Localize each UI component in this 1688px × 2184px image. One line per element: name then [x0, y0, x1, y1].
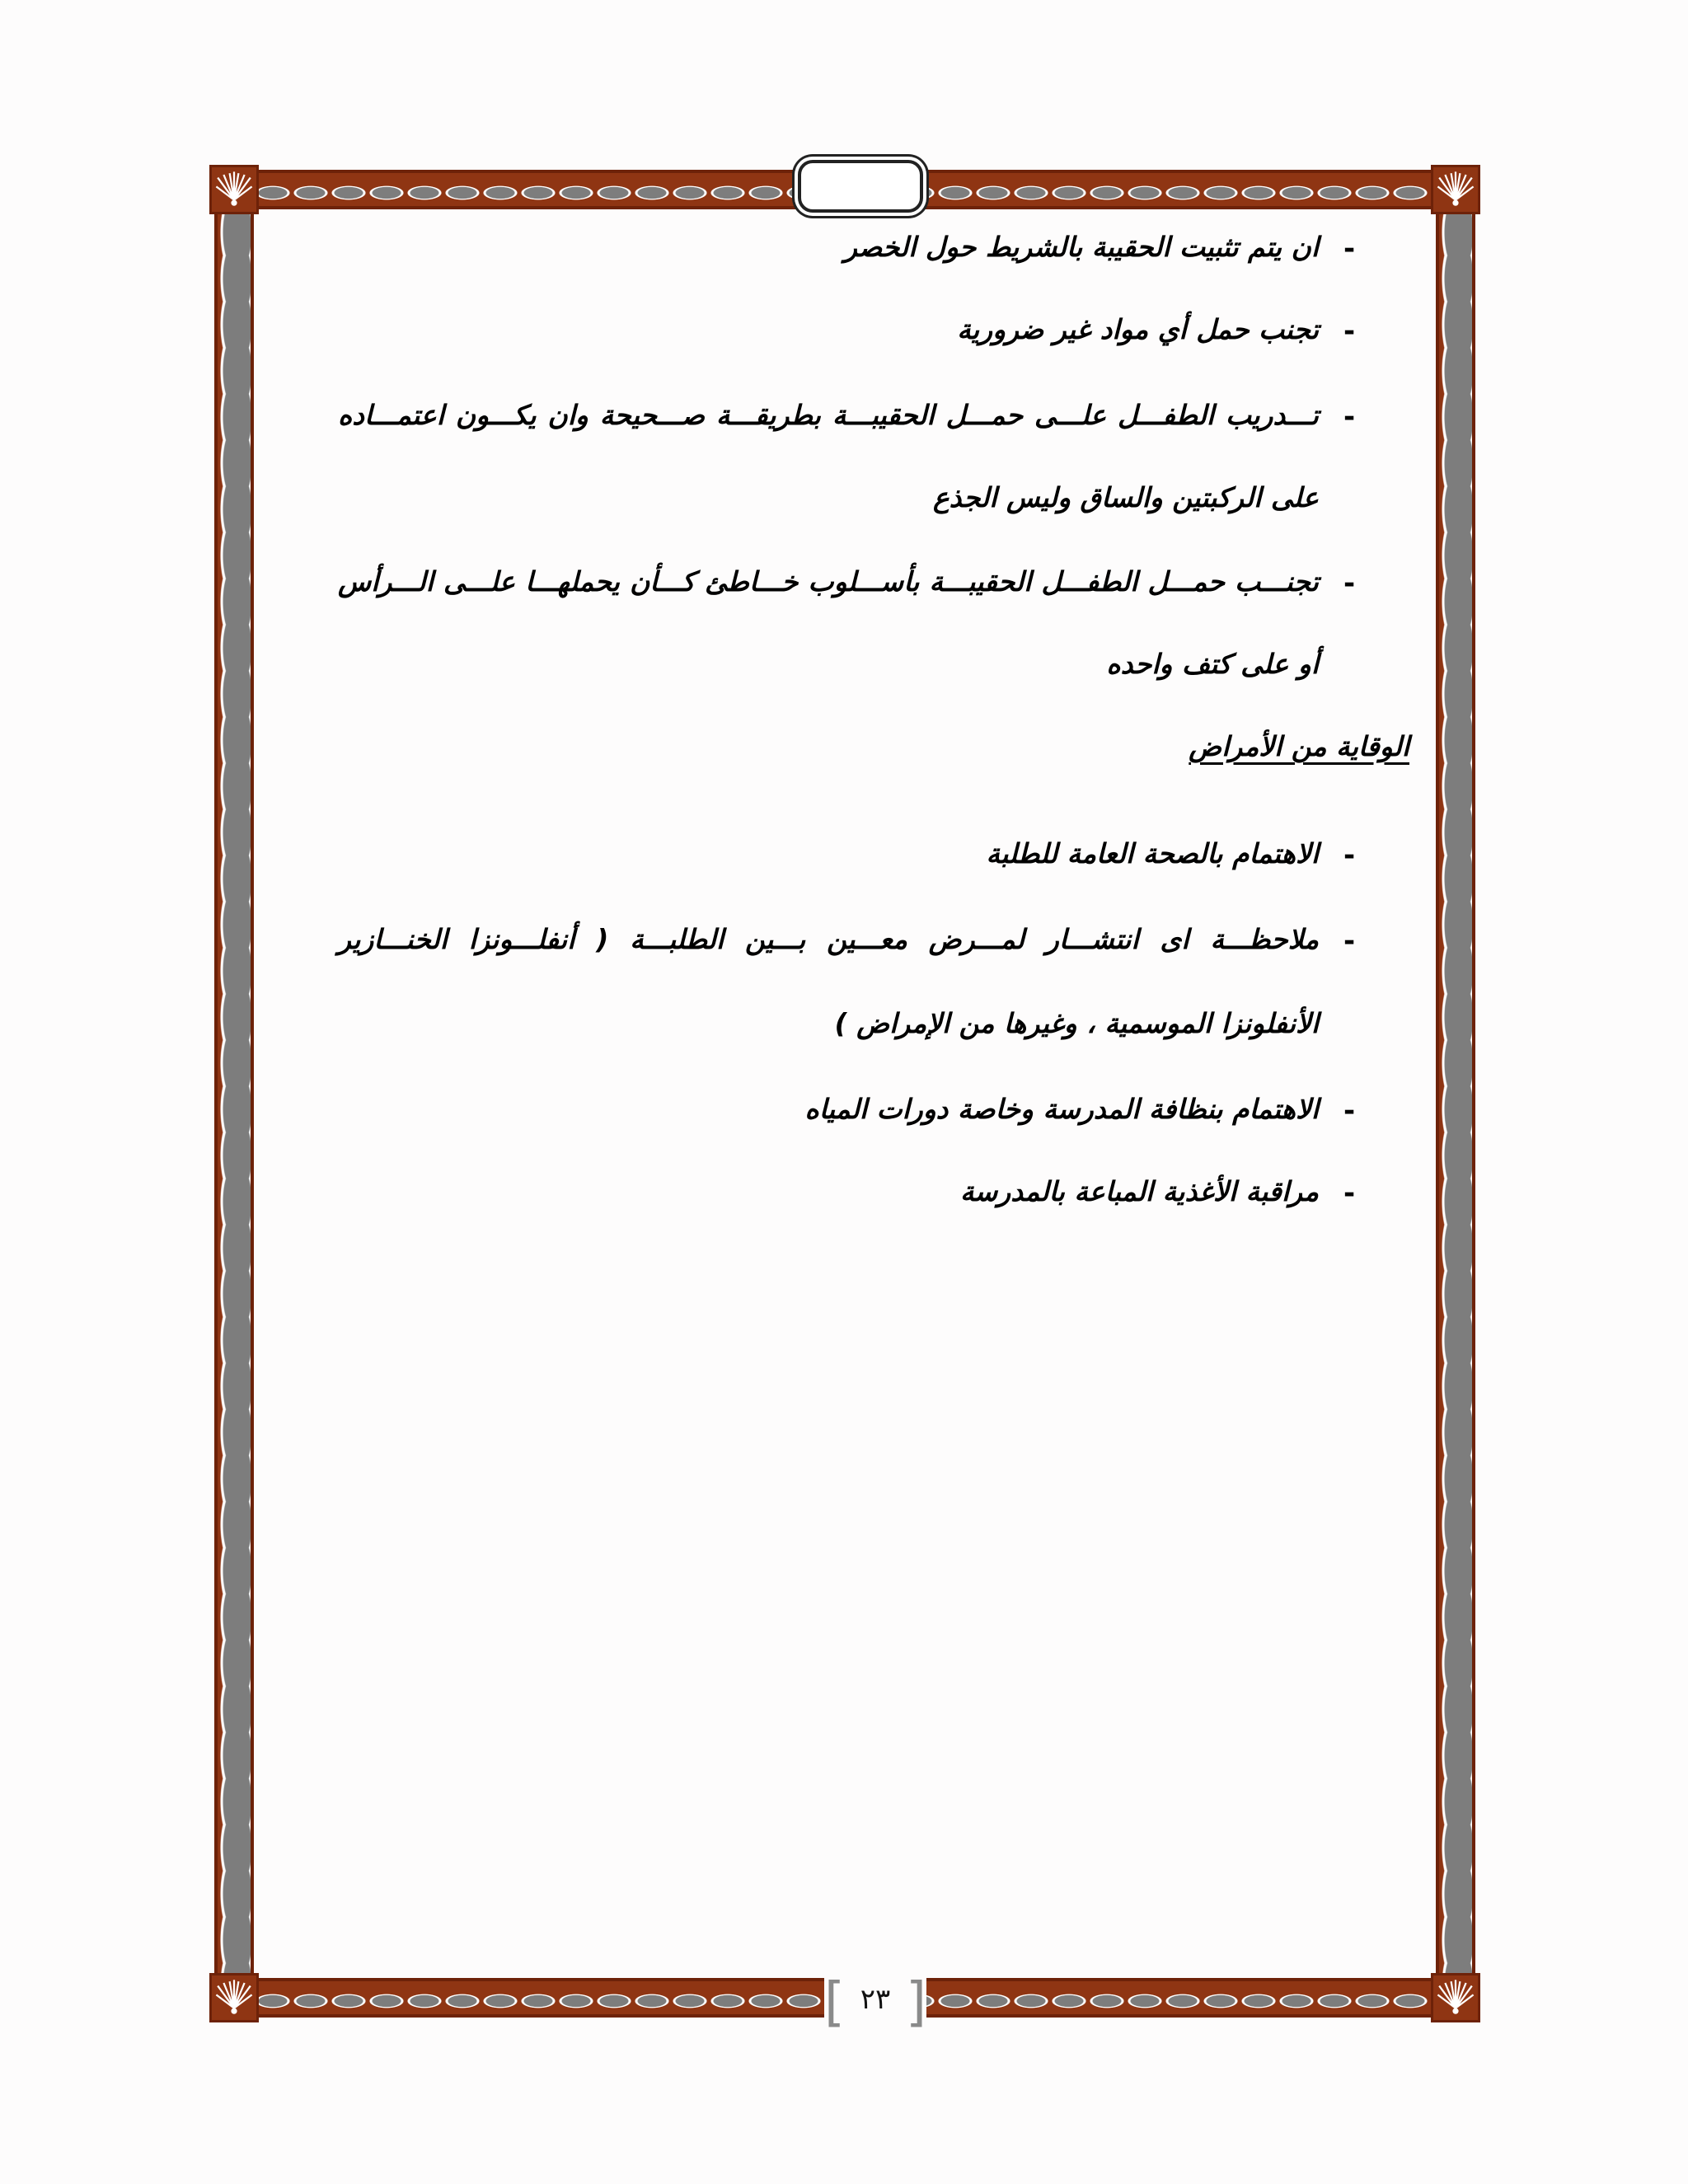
bullet-marker: - [1343, 567, 1356, 600]
bullet-marker: - [1343, 1177, 1356, 1210]
bullet-marker: - [1343, 1094, 1356, 1127]
list-item-text: تجنب حمل أي مواد غير ضرورية [957, 313, 1319, 345]
page-bracket-left-icon: [ [824, 1972, 845, 2033]
list-item-text: ان يتم تثبيت الحقيبة بالشريط حول الخصر [844, 231, 1319, 263]
bullet-marker: - [1343, 232, 1356, 265]
list-item-text-continued: أو على كتف واحده [1106, 648, 1319, 680]
page-bracket-right-icon: ] [906, 1972, 926, 2033]
list-item-text: تجنـــب حمـــل الطفـــل الحقيبـــة بأســـلوب خـــاطئ كـــأن يحملهـــا علـــى الـــرأس [338, 565, 1319, 598]
page-number: ٢٣ [860, 1983, 891, 2016]
list-item-text: الاهتمام بنظافة المدرسة وخاصة دورات المياه [804, 1093, 1319, 1125]
list-item-text-continued: على الركبتين والساق وليس الجذع [932, 481, 1319, 513]
section-heading: الوقاية من الأمراض [1189, 730, 1409, 762]
list-item-text: مراقبة الأغذية المباعة بالمدرسة [959, 1175, 1319, 1207]
bullet-marker: - [1343, 315, 1356, 348]
bullet-marker: - [1343, 401, 1356, 434]
list-item-text: ملاحظـــة اى انتشـــار لمـــرض معـــين بـــين الطلبـــة ( أنفلـــونزا الخنـــازير [338, 923, 1319, 955]
list-item-text-continued: الأنفلونزا الموسمية ، وغيرها من الإمراض ) [834, 1007, 1319, 1039]
list-item-text: الاهتمام بالصحة العامة للطلبة [986, 837, 1319, 869]
list-item-text: تـــدريب الطفـــل علـــى حمـــل الحقيبـــة بطريقـــة صـــحيحة وان يكـــون اعتمـــاده [338, 399, 1319, 431]
bullet-marker: - [1343, 925, 1356, 958]
bullet-marker: - [1343, 839, 1356, 872]
